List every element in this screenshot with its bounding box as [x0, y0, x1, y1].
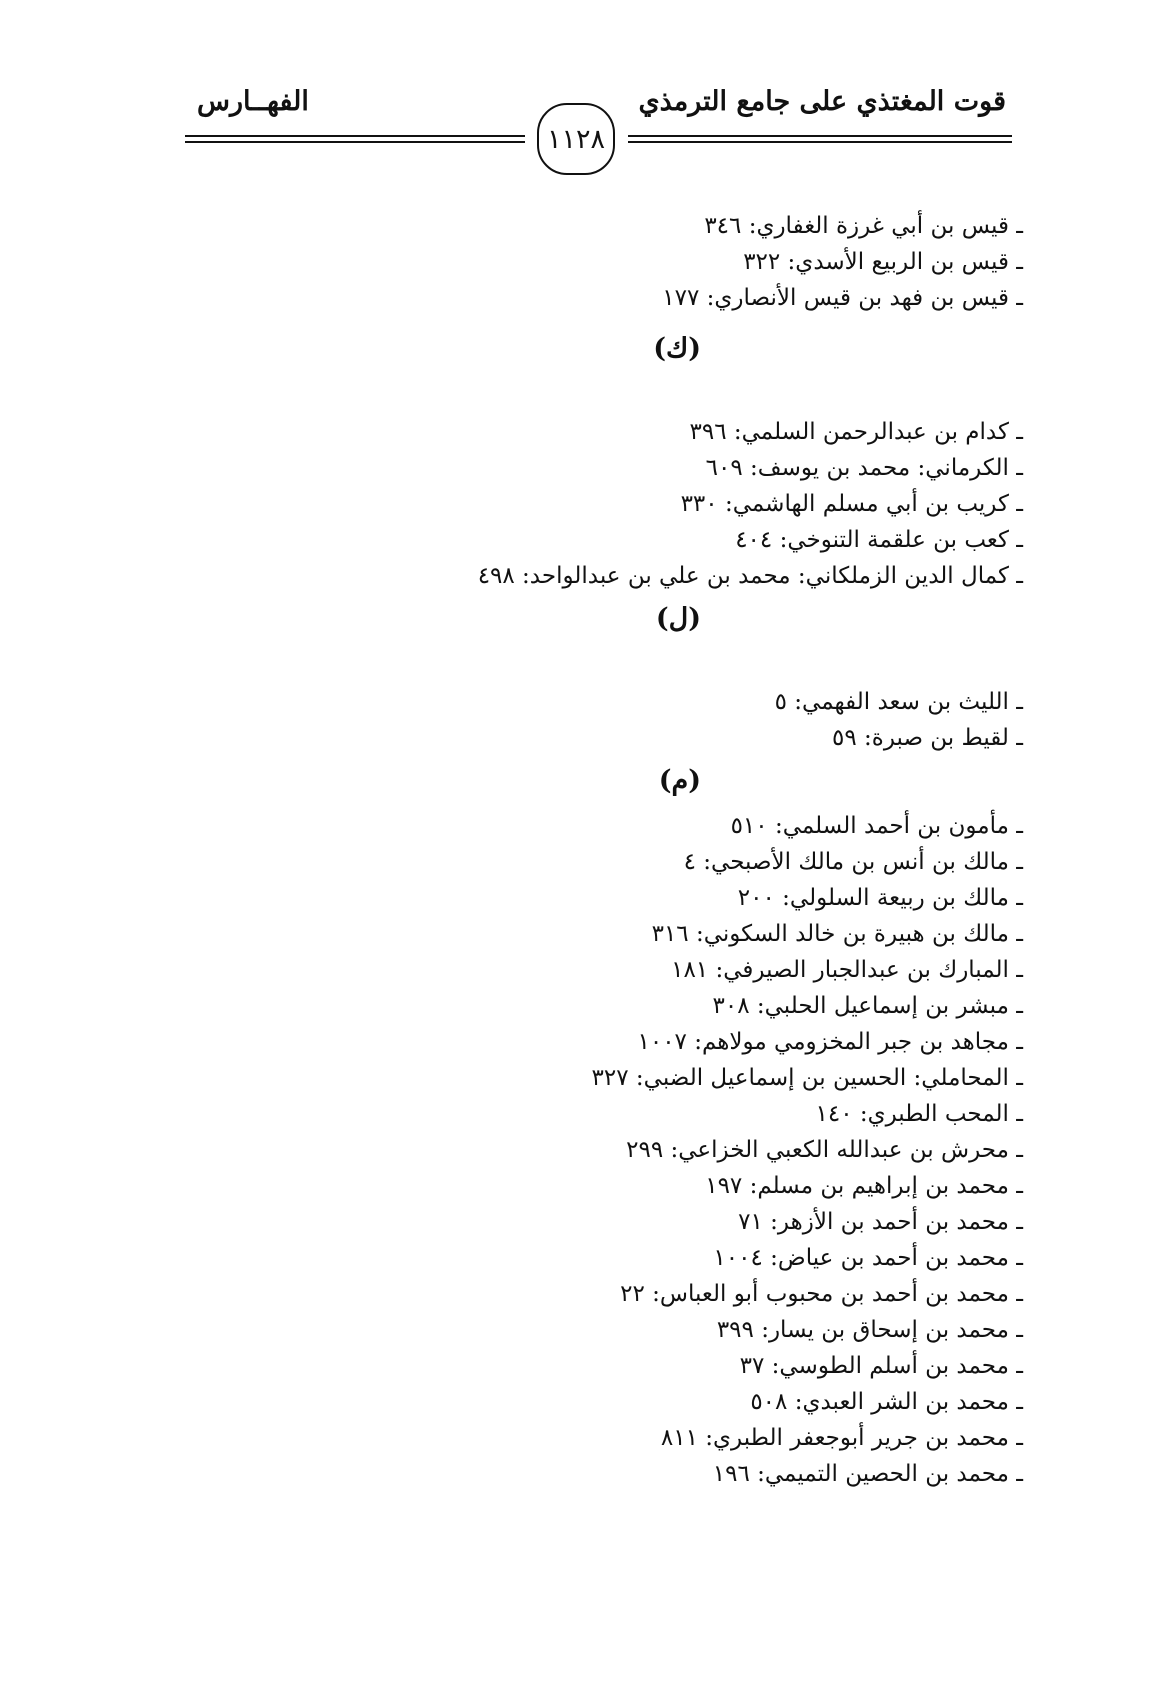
- index-letter-heading: (ل): [655, 603, 701, 634]
- index-entry: ـ كعب بن علقمة التنوخي: ٤٠٤: [735, 527, 1023, 553]
- index-letter-heading: (م): [658, 765, 701, 796]
- index-entry: ـ كدام بن عبدالرحمن السلمي: ٣٩٦: [689, 419, 1023, 445]
- index-entry: ـ مبشر بن إسماعيل الحلبي: ٣٠٨: [712, 993, 1023, 1019]
- index-entry: ـ محمد بن أسلم الطوسي: ٣٧: [739, 1353, 1023, 1379]
- index-entry: ـ محمد بن أحمد بن محبوب أبو العباس: ٢٢: [620, 1281, 1023, 1307]
- index-entry: ـ المبارك بن عبدالجبار الصيرفي: ١٨١: [671, 957, 1023, 983]
- index-entry: ـ المحاملي: الحسين بن إسماعيل الضبي: ٣٢٧: [591, 1065, 1023, 1091]
- page-number: ١١٢٨: [537, 103, 615, 175]
- index-entry: ـ مالك بن أنس بن مالك الأصبحي: ٤: [683, 849, 1023, 875]
- book-title: قوت المغتذي على جامع الترمذي: [638, 86, 1006, 117]
- index-entry: ـ الكرماني: محمد بن يوسف: ٦٠٩: [705, 455, 1023, 481]
- index-entry: ـ مالك بن ربيعة السلولي: ٢٠٠: [737, 885, 1023, 911]
- section-title: الفهــارس: [197, 86, 309, 117]
- index-entry: ـ محمد بن الحصين التميمي: ١٩٦: [712, 1461, 1023, 1487]
- index-entry: ـ كمال الدين الزملكاني: محمد بن علي بن عبدالواحد: ٤٩٨: [477, 563, 1023, 589]
- index-entry: ـ محمد بن أحمد بن الأزهر: ٧١: [738, 1209, 1023, 1235]
- index-entry: ـ محرش بن عبدالله الكعبي الخزاعي: ٢٩٩: [626, 1137, 1023, 1163]
- index-entry: ـ محمد بن أحمد بن عياض: ١٠٠٤: [713, 1245, 1023, 1271]
- index-entry: ـ لقيط بن صبرة: ٥٩: [832, 725, 1023, 751]
- index-entry: ـ المحب الطبري: ١٤٠: [815, 1101, 1023, 1127]
- index-entries: [263, 208, 1023, 1492]
- index-entry: ـ كريب بن أبي مسلم الهاشمي: ٣٣٠: [680, 491, 1023, 517]
- index-entry: ـ الليث بن سعد الفهمي: ٥: [774, 689, 1023, 715]
- index-entry: ـ قيس بن أبي غرزة الغفاري: ٣٤٦: [704, 213, 1023, 239]
- index-entry: ـ مأمون بن أحمد السلمي: ٥١٠: [730, 813, 1023, 839]
- index-entry: ـ محمد بن جرير أبوجعفر الطبري: ٨١١: [660, 1425, 1023, 1451]
- index-entry: ـ قيس بن الربيع الأسدي: ٣٢٢: [743, 249, 1023, 275]
- header-rule-left: [185, 135, 525, 143]
- index-entry: ـ مالك بن هبيرة بن خالد السكوني: ٣١٦: [651, 921, 1023, 947]
- index-entry: ـ محمد بن إسحاق بن يسار: ٣٩٩: [716, 1317, 1023, 1343]
- index-entry: ـ مجاهد بن جبر المخزومي مولاهم: ١٠٠٧: [637, 1029, 1023, 1055]
- index-entry: ـ قيس بن فهد بن قيس الأنصاري: ١٧٧: [662, 285, 1023, 311]
- index-entry: ـ محمد بن إبراهيم بن مسلم: ١٩٧: [705, 1173, 1023, 1199]
- index-letter-heading: (ك): [653, 333, 701, 364]
- index-entry: ـ محمد بن الشر العبدي: ٥٠٨: [750, 1389, 1023, 1415]
- header-rule-right: [628, 135, 1012, 143]
